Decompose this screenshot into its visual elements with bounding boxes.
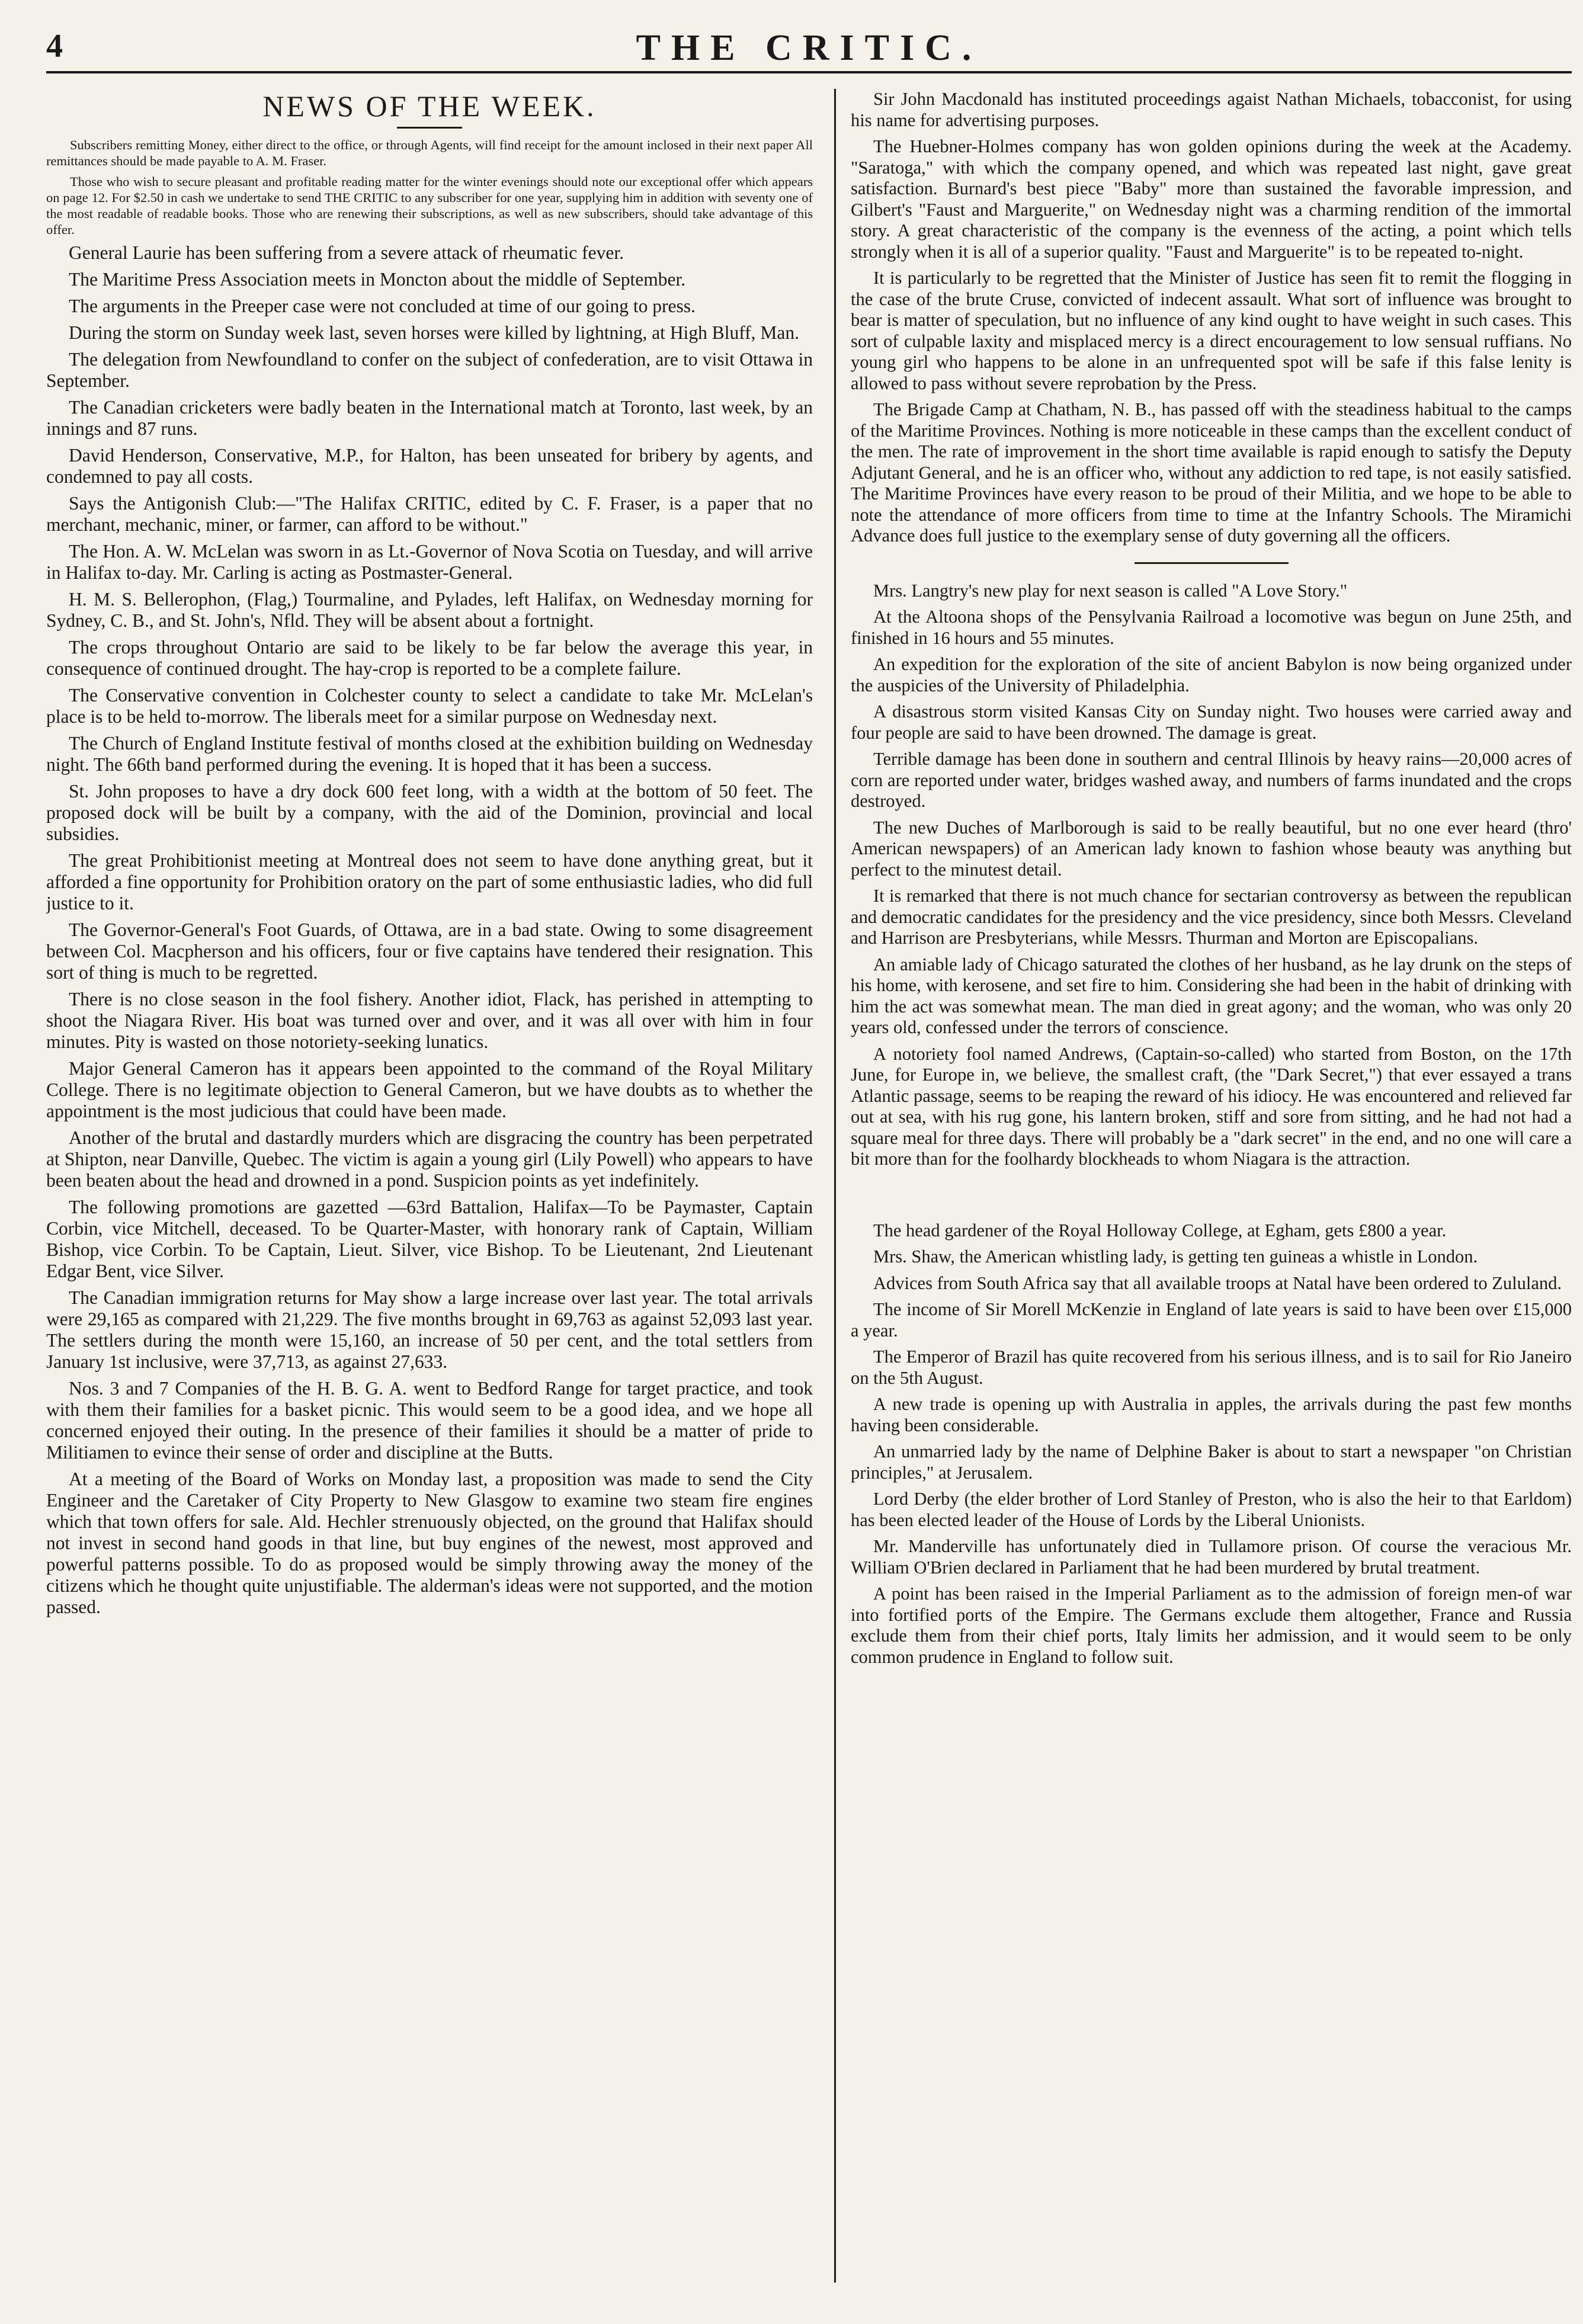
news-item: Advices from South Africa say that all available troops at Natal have been ordered to Zululand.	[873, 1272, 1562, 1293]
news-item: It is remarked that there is not much chance for sectarian controversy as between the republican and democratic candidates for the presidency and the vice presidency, since both Messrs. Cleveland and Harrison are Presbyterians, while Messrs. Thurman and Morton are Episcopalians.	[851, 886, 1572, 948]
page-number: 4	[46, 28, 63, 65]
news-item: The Brigade Camp at Chatham, N. B., has passed off with the steadiness habitual to the camps of the Maritime Provinces. Nothing is more noticeable in these camps than the excellent conduct of the men. The rate of improvement in the short time available is rapid enough to satisfy the Deputy Adjutant General, and he is an officer who, without any addiction to red tape, is not easily satisfied. The Maritime Provinces have every reason to be proud of their Militia, and we hope to be able to note the attendance of more officers from time to time at the Infantry Schools. The Miramichi Advance does full justice to the exemplary sense of duty governing all the officers.	[851, 399, 1572, 546]
news-item: The Hon. A. W. McLelan was sworn in as Lt.-Governor of Nova Scotia on Tuesday, and will arrive in Halifax to-day. Mr. Carling is acting as Postmaster-General.	[46, 541, 813, 583]
news-item: A disastrous storm visited Kansas City on Sunday night. Two houses were carried away and four people are said to have been drowned. The damage is great.	[851, 701, 1572, 743]
news-item: Sir John Macdonald has instituted proceedings agaist Nathan Michaels, tobacconist, for using his name for advertising purposes.	[851, 89, 1572, 130]
title-rule	[397, 127, 462, 129]
news-item: At a meeting of the Board of Works on Monday last, a proposition was made to send the City Engineer and the Caretaker of City Property to New Glasgow to examine two steam fire engines which that town offers for sale. Ald. Hechler strenuously objected, on the ground that Halifax should not invest in second hand goods in that line, but buy engines of the newest, most approved and powerful patterns possible. To do as proposed would be simply throwing away the money of the citizens which he thought quite unjustifiable. The alderman's ideas were not supported, and the motion passed.	[46, 1469, 813, 1617]
news-item: The arguments in the Preeper case were not concluded at time of our going to press.	[69, 296, 696, 316]
news-item: Mrs. Langtry's new play for next season is called "A Love Story."	[873, 580, 1348, 601]
news-item: There is no close season in the fool fishery. Another idiot, Flack, has perished in attempting to shoot the Niagara River. His boat was turned over and over, and it was all over with him in four minutes. Pity is wasted on those notoriety-seeking lunatics.	[46, 989, 813, 1052]
news-item: Nos. 3 and 7 Companies of the H. B. G. A. went to Bedford Range for target practice, and took with them their families for a basket picnic. This would seem to be a good idea, and we hope all concerned enjoyed their outing. In the presence of their families it should be a matter of pride to Militiamen to evince their sense of order and discipline at the Butts.	[46, 1378, 813, 1463]
news-item: The income of Sir Morell McKenzie in England of late years is said to have been over £15,000 a year.	[851, 1299, 1572, 1341]
news-item: An expedition for the exploration of the site of ancient Babylon is now being organized under the auspicies of the University of Philadelphia.	[851, 654, 1572, 695]
section-title: NEWS OF THE WEEK.	[262, 89, 597, 123]
news-item: The Governor-General's Foot Guards, of Ottawa, are in a bad state. Owing to some disagreement between Col. Macpherson and his officers, four or five captains have tendered their resignation. This sort of thing is much to be regretted.	[46, 919, 813, 983]
news-item: The following promotions are gazetted —63rd Battalion, Halifax—To be Paymaster, Captain Corbin, vice Mitchell, deceased. To be Quarter-Master, with honorary rank of Captain, William Bishop, vice Corbin. To be Captain, Lieut. Silver, vice Bishop. To be Lieutenant, 2nd Lieutenant Edgar Bent, vice Silver.	[46, 1197, 813, 1281]
news-item: A notoriety fool named Andrews, (Captain-so-called) who started from Boston, on the 17th June, for Europe in, we believe, the smallest craft, (the "Dark Secret,") that ever essayed a trans Atlantic passage, seems to be reaping the reward of his idiocy. He was encountered and relieved far out at sea, with his rug gone, his lantern broken, stiff and sore from sitting, and he had not had a square meal for three days. There will probably be a "dark secret" in the end, and no one will care a bit more than for the foolhardy blockheads to whom Niagara is the attraction.	[851, 1043, 1572, 1169]
news-group-2	[851, 581, 1572, 1170]
news-item: The delegation from Newfoundland to confer on the subject of confederation, are to visit Ottawa in September.	[46, 349, 813, 391]
news-group-3	[851, 1220, 1572, 1668]
news-item: St. John proposes to have a dry dock 600 feet long, with a width at the bottom of 50 feet. The proposed dock will be built by a company, with the aid of the Dominion, provincial and local subsidies.	[46, 781, 813, 844]
news-group-1	[851, 89, 1572, 547]
news-item: The great Prohibitionist meeting at Montreal does not seem to have done anything great, but it afforded a fine opportunity for Prohibition oratory on the part of some enthusiastic ladies, who did full justice to it.	[46, 850, 813, 913]
news-item: During the storm on Sunday week last, seven horses were killed by lightning, at High Bluff, Man.	[69, 322, 799, 343]
left-column	[46, 89, 823, 2283]
news-item: Says the Antigonish Club:—"The Halifax CRITIC, edited by C. F. Fraser, is a paper that no merchant, mechanic, miner, or farmer, can afford to be without."	[46, 493, 813, 535]
news-item: Mr. Manderville has unfortunately died in Tullamore prison. Of course the veracious Mr. William O'Brien declared in Parliament that he had been murdered by brutal treatment.	[851, 1536, 1572, 1578]
subscriber-notice: Those who wish to secure pleasant and profitable reading matter for the winter evenings should note our exceptional offer which appears on page 12. For $2.50 in cash we undertake to send THE CRITIC to any subscriber for one year, supplying him in addition with seventy one of the most readable of readable books. Those who are renewing their subscriptions, as well as new subscribers, should take advantage of this offer.	[46, 174, 813, 237]
news-items-left	[46, 242, 813, 1618]
news-item: The crops throughout Ontario are said to be likely to be far below the average this year, in consequence of continued drought. The hay-crop is reported to be a complete failure.	[46, 637, 813, 679]
news-item: The Huebner-Holmes company has won golden opinions during the week at the Academy. "Saratoga," with which the company opened, and which was repeated last night, gave great satisfaction. Burnard's best piece "Baby" more than sustained the favorable impression, and Gilbert's "Faust and Marguerite," on Wednesday night was a charming rendition of the immortal story. A great characteristic of the company is the evenness of the acting, a point which tells strongly when it is all of a superior quality. "Faust and Marguerite" is to be repeated to-night.	[851, 136, 1572, 262]
news-item: It is particularly to be regretted that the Minister of Justice has seen fit to remit the flogging in the case of the brute Cruse, convicted of indecent assault. What sort of influence was brought to bear is matter of speculation, but no influence of any kind ought to have weight in such cases. This sort of culpable laxity and misplaced mercy is a direct encouragement to low sensual ruffians. No young girl who happens to be alone in an unfrequented spot will be safe if this false lenity is allowed to pass without severe reprobation by the Press.	[851, 268, 1572, 393]
news-item: The head gardener of the Royal Holloway College, at Egham, gets £800 a year.	[873, 1220, 1447, 1240]
masthead: THE CRITIC.	[636, 28, 982, 68]
subscriber-notice: Subscribers remitting Money, either direct to the office, or through Agents, will find receipt for the amount inclosed in their next paper All remittances should be made payable to A. M. Fraser.	[46, 137, 813, 168]
news-item: An amiable lady of Chicago saturated the clothes of her husband, as he lay drunk on the steps of his home, with kerosene, and set fire to him. Considering she had been in the habit of drinking with him the act was somewhat mean. The man died in great agony; and the woman, who was only 20 years old, confessed under the terrors of conscience.	[851, 954, 1572, 1037]
news-item: The Conservative convention in Colchester county to select a candidate to take Mr. McLelan's place is to be held to-morrow. The liberals meet for a similar purpose on Wednesday next.	[46, 685, 813, 727]
right-column	[846, 89, 1572, 2283]
column-rule	[834, 89, 836, 2283]
news-item: General Laurie has been suffering from a severe attack of rheumatic fever.	[69, 242, 624, 263]
news-item: The Maritime Press Association meets in Moncton about the middle of September.	[69, 269, 686, 290]
news-item: The Emperor of Brazil has quite recovered from his serious illness, and is to sail for Rio Janeiro on the 5th August.	[851, 1347, 1572, 1388]
section-divider	[1135, 562, 1289, 564]
news-item: Mrs. Shaw, the American whistling lady, is getting ten guineas a whistle in London.	[873, 1246, 1478, 1267]
notices	[46, 137, 813, 238]
news-item: A point has been raised in the Imperial Parliament as to the admission of foreign men-of war into fortified ports of the Empire. The Germans exclude them altogether, France and Russia exclude them from their chief ports, Italy limits her admission, and it would seem to be only common prudence in England to follow suit.	[851, 1583, 1572, 1667]
news-item: H. M. S. Bellerophon, (Flag,) Tourmaline, and Pylades, left Halifax, on Wednesday morning for Sydney, C. B., and St. John's, Nfld. They will be absent about a fortnight.	[46, 589, 813, 631]
news-item: Lord Derby (the elder brother of Lord Stanley of Preston, who is also the heir to that Earldom) has been elected leader of the House of Lords by the Liberal Unionists.	[851, 1489, 1572, 1530]
page-header	[46, 24, 1572, 73]
news-item: An unmarried lady by the name of Delphine Baker is about to start a newspaper "on Christian principles," at Jerusalem.	[851, 1441, 1572, 1483]
news-item: David Henderson, Conservative, M.P., for Halton, has been unseated for bribery by agents, and condemned to pay all costs.	[46, 445, 813, 487]
news-item: At the Altoona shops of the Pensylvania Railroad a locomotive was begun on June 25th, and finished in 16 hours and 55 minutes.	[851, 607, 1572, 648]
news-item: The Church of England Institute festival of months closed at the exhibition building on Wednesday night. The 66th band performed during the evening. It is hoped that it has been a success.	[46, 733, 813, 775]
news-item: Another of the brutal and dastardly murders which are disgracing the country has been perpetrated at Shipton, near Danville, Quebec. The victim is again a young girl (Lily Powell) who appears to have been beaten about the head and drowned in a pond. Suspicion points as yet indefinitely.	[46, 1127, 813, 1191]
news-item: The new Duches of Marlborough is said to be really beautiful, but no one ever heard (thro' American newspapers) of an American lady known to fashion whose beauty was anything but perfect to the minutest detail.	[851, 817, 1572, 880]
news-item: The Canadian immigration returns for May show a large increase over last year. The total arrivals were 29,165 as compared with 21,229. The five months brought in 69,763 as against 52,093 last year. The settlers during the month were 15,160, an increase of 50 per cent, and the total settlers from January 1st inclusive, were 37,713, as against 27,633.	[46, 1287, 813, 1372]
news-item: A new trade is opening up with Australia in apples, the arrivals during the past few months having been considerable.	[851, 1394, 1572, 1435]
news-item: Major General Cameron has it appears been appointed to the command of the Royal Military College. There is no legitimate objection to General Cameron, but we have doubts as to whether the appointment is the most judicious that could have been made.	[46, 1058, 813, 1121]
news-item: The Canadian cricketers were badly beaten in the International match at Toronto, last week, by an innings and 87 runs.	[46, 397, 813, 439]
news-item: Terrible damage has been done in southern and central Illinois by heavy rains—20,000 acres of corn are reported under water, bridges washed away, and numbers of farms inundated and the crops destroyed.	[851, 749, 1572, 811]
